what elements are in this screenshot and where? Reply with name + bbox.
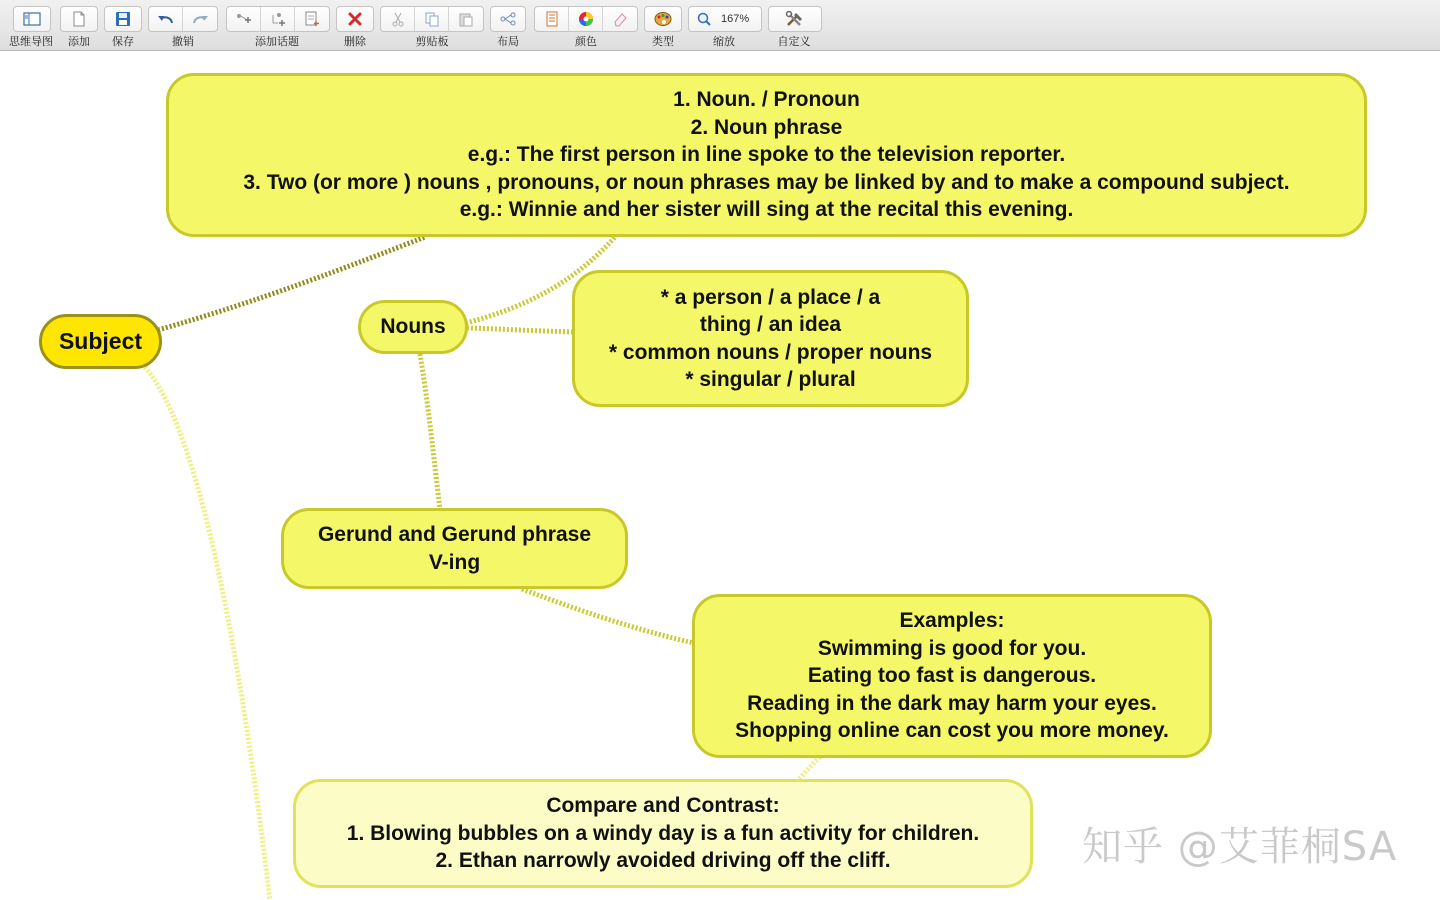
toolbar-label-add-topic: 添加话题 xyxy=(255,36,299,48)
toolbar-group-zoom xyxy=(688,0,760,50)
mindmap-view-button[interactable] xyxy=(14,7,50,31)
mindmap-canvas[interactable] xyxy=(0,51,1440,900)
toolbar-group-type xyxy=(644,0,682,50)
zoom-level-value: 167% xyxy=(721,13,750,25)
color-picker-button[interactable] xyxy=(569,7,603,31)
copy-icon xyxy=(424,11,440,27)
toolbar-group-add-topic xyxy=(226,0,328,50)
node-gerund[interactable]: Gerund and Gerund phrase V-ing xyxy=(281,508,628,589)
toolbar-label-clipboard: 剪贴板 xyxy=(415,36,449,48)
toolbar-label-mindmap: 思维导图 xyxy=(9,36,53,48)
toolbar-label-undo: 撤销 xyxy=(172,36,194,48)
add-sibling-topic-icon xyxy=(269,12,287,26)
add-child-topic-icon xyxy=(235,12,253,26)
connector-subject-compare xyxy=(145,367,270,900)
add-button[interactable] xyxy=(61,7,97,31)
delete-button[interactable] xyxy=(337,7,373,31)
add-note-button[interactable] xyxy=(295,7,329,31)
style-type-button[interactable] xyxy=(645,7,681,31)
toolbar-group-customize xyxy=(768,0,820,50)
layout-tree-icon xyxy=(500,12,516,26)
connector-nouns-detail xyxy=(467,328,574,332)
eraser-icon xyxy=(612,11,628,27)
sidebar-layout-icon xyxy=(23,12,41,26)
toolbar xyxy=(0,0,1440,51)
connector-examples-compare xyxy=(798,757,820,780)
color-wheel-icon xyxy=(578,11,594,27)
paste-icon xyxy=(458,11,474,27)
toolbar-group-save xyxy=(104,0,142,50)
magnifier-zoom-icon xyxy=(697,12,711,26)
layout-button[interactable] xyxy=(491,7,525,31)
palette-icon xyxy=(654,11,672,27)
redo-button[interactable] xyxy=(183,7,217,31)
node-compare-contrast[interactable]: Compare and Contrast: 1. Blowing bubbles on a windy day is a fun activity for children. 2. Ethan narrowly avoided driving off the cliff. xyxy=(293,779,1033,888)
tools-icon xyxy=(785,11,805,27)
node-examples[interactable]: Examples: Swimming is good for you. Eating too fast is dangerous. Reading in the dark may harm your eyes. Shopping online can cost you more money. xyxy=(692,594,1212,758)
node-subject-definitions[interactable]: 1. Noun. / Pronoun 2. Noun phrase e.g.: The first person in line spoke to the television reporter. 3. Two (or more ) nouns , pronouns, or noun phrases may be linked by and to make a compound subject. e.g.: Winnie and her sister will sing at the recital this evening. xyxy=(166,73,1367,237)
undo-button[interactable] xyxy=(149,7,183,31)
paste-button[interactable] xyxy=(449,7,483,31)
toolbar-group-delete xyxy=(336,0,374,50)
toolbar-label-add: 添加 xyxy=(68,36,90,48)
floppy-disk-icon xyxy=(115,11,131,27)
toolbar-group-undo xyxy=(148,0,218,50)
clear-format-button[interactable] xyxy=(603,7,637,31)
toolbar-label-layout: 布局 xyxy=(497,36,519,48)
color-list-icon xyxy=(545,11,559,27)
new-document-icon xyxy=(72,11,86,27)
toolbar-label-type: 类型 xyxy=(652,36,674,48)
save-button[interactable] xyxy=(105,7,141,31)
cut-button[interactable] xyxy=(381,7,415,31)
toolbar-label-customize: 自定义 xyxy=(777,36,811,48)
toolbar-group-color xyxy=(534,0,638,50)
text-color-button[interactable] xyxy=(535,7,569,31)
connector-nouns-gerund xyxy=(420,354,440,509)
delete-x-icon xyxy=(347,11,363,27)
toolbar-group-mindmap xyxy=(8,0,54,50)
add-sibling-topic-button[interactable] xyxy=(261,7,295,31)
toolbar-group-clipboard xyxy=(380,0,484,50)
redo-arrow-icon xyxy=(191,13,209,25)
note-icon xyxy=(304,11,320,27)
toolbar-label-color: 颜色 xyxy=(575,36,597,48)
toolbar-group-add xyxy=(60,0,98,50)
add-child-topic-button[interactable] xyxy=(227,7,261,31)
node-nouns-detail[interactable]: * a person / a place / a thing / an idea * common nouns / proper nouns * singular / plural xyxy=(572,270,969,407)
node-subject-root[interactable]: Subject xyxy=(39,314,162,369)
scissors-icon xyxy=(391,11,405,27)
toolbar-group-layout xyxy=(490,0,526,50)
customize-button[interactable] xyxy=(769,7,821,31)
zoom-control[interactable] xyxy=(689,7,761,31)
connector-gerund-examples xyxy=(522,589,694,643)
node-nouns[interactable]: Nouns xyxy=(358,300,468,354)
watermark: 知乎 @艾菲桐SA xyxy=(1082,824,1398,870)
toolbar-label-zoom: 缩放 xyxy=(713,36,735,48)
toolbar-label-delete: 删除 xyxy=(344,36,366,48)
undo-arrow-icon xyxy=(157,13,175,25)
toolbar-label-save: 保存 xyxy=(112,36,134,48)
copy-button[interactable] xyxy=(415,7,449,31)
